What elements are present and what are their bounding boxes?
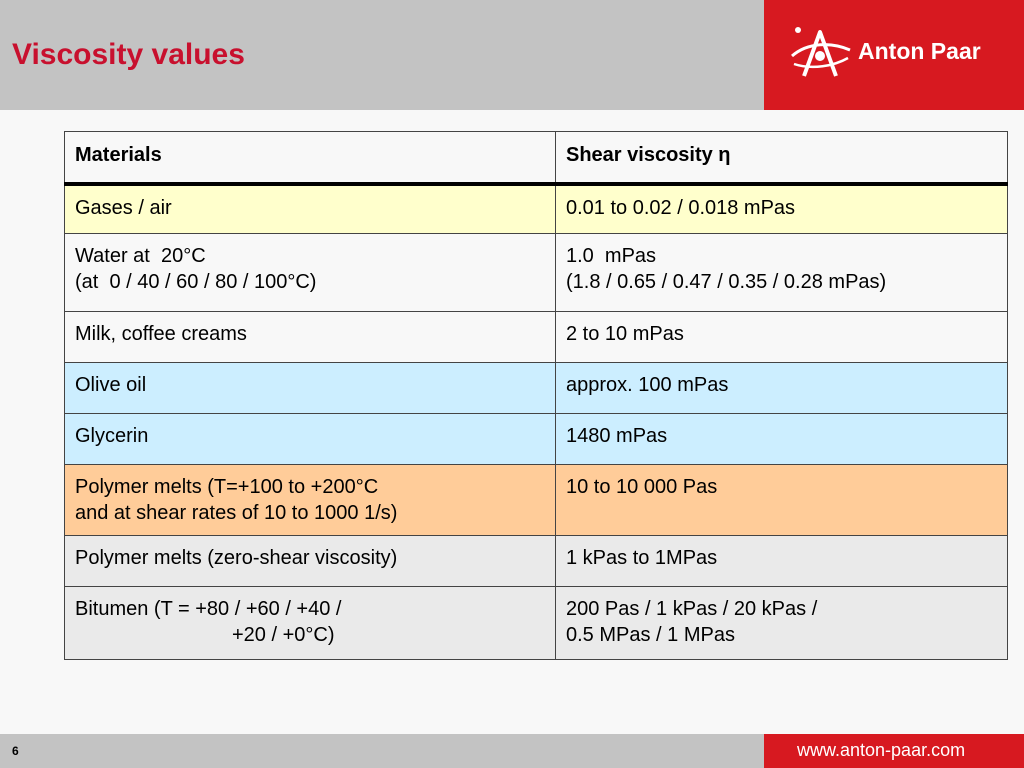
table-header-row bbox=[65, 132, 1008, 184]
website-url: www.anton-paar.com bbox=[797, 740, 966, 760]
table-row bbox=[65, 414, 1008, 465]
material-cell bbox=[65, 414, 556, 465]
viscosity-table bbox=[64, 131, 1008, 660]
cell-line: and at shear rates of 10 to 1000 1/s) bbox=[75, 502, 398, 524]
viscosity-cell bbox=[556, 363, 1008, 414]
table-row bbox=[65, 312, 1008, 363]
material-cell bbox=[65, 465, 556, 536]
table-row bbox=[65, 587, 1008, 660]
cell-line: Gases / air bbox=[75, 196, 172, 219]
cell-line: 0.5 MPas / 1 MPas bbox=[566, 624, 735, 646]
column-header-materials: Materials bbox=[65, 132, 556, 184]
viscosity-cell bbox=[556, 184, 1008, 234]
viscosity-cell bbox=[556, 465, 1008, 536]
cell-line: Olive oil bbox=[75, 374, 147, 396]
page-title: Viscosity values bbox=[12, 38, 245, 71]
cell-line: Water at 20°C bbox=[75, 245, 206, 267]
cell-line: 200 Pas / 1 kPas / 20 kPas / bbox=[566, 598, 818, 620]
material-cell bbox=[65, 184, 556, 234]
material-cell bbox=[65, 312, 556, 363]
cell-line: 1480 mPas bbox=[566, 425, 668, 447]
logo-text: Anton Paar bbox=[858, 38, 981, 64]
cell-line: 1.0 mPas bbox=[566, 245, 657, 267]
material-cell bbox=[65, 234, 556, 312]
material-cell bbox=[65, 536, 556, 587]
viscosity-cell bbox=[556, 587, 1008, 660]
cell-line: Bitumen (T = +80 / +60 / +40 / bbox=[75, 598, 342, 620]
viscosity-cell bbox=[556, 414, 1008, 465]
table-row bbox=[65, 536, 1008, 587]
column-header-shear-viscosity: Shear viscosity η bbox=[556, 132, 1008, 184]
cell-line: +20 / +0°C) bbox=[232, 624, 335, 646]
anton-paar-logo-icon bbox=[784, 20, 854, 86]
cell-line: 1 kPas to 1MPas bbox=[566, 547, 718, 569]
brand-logo bbox=[764, 0, 1024, 110]
cell-line: 2 to 10 mPas bbox=[566, 323, 684, 345]
header-bar bbox=[0, 0, 764, 110]
viscosity-cell bbox=[556, 312, 1008, 363]
page-number: 6 bbox=[12, 744, 19, 758]
cell-line: Milk, coffee creams bbox=[75, 323, 247, 345]
table-row bbox=[65, 234, 1008, 312]
cell-line: Polymer melts (T=+100 to +200°C bbox=[75, 476, 379, 498]
material-cell bbox=[65, 587, 556, 660]
material-cell bbox=[65, 363, 556, 414]
footer-bar bbox=[0, 734, 764, 768]
cell-line: Glycerin bbox=[75, 425, 149, 447]
cell-line: 0.01 to 0.02 / 0.018 mPas bbox=[566, 196, 796, 219]
cell-line: 10 to 10 000 Pas bbox=[566, 476, 718, 498]
viscosity-cell bbox=[556, 234, 1008, 312]
viscosity-cell bbox=[556, 536, 1008, 587]
table-row bbox=[65, 465, 1008, 536]
cell-line: (at 0 / 40 / 60 / 80 / 100°C) bbox=[75, 271, 317, 293]
table-row bbox=[65, 363, 1008, 414]
cell-line: approx. 100 mPas bbox=[566, 374, 729, 396]
table-row bbox=[65, 184, 1008, 234]
cell-line: (1.8 / 0.65 / 0.47 / 0.35 / 0.28 mPas) bbox=[566, 271, 887, 293]
cell-line: Polymer melts (zero-shear viscosity) bbox=[75, 547, 398, 569]
